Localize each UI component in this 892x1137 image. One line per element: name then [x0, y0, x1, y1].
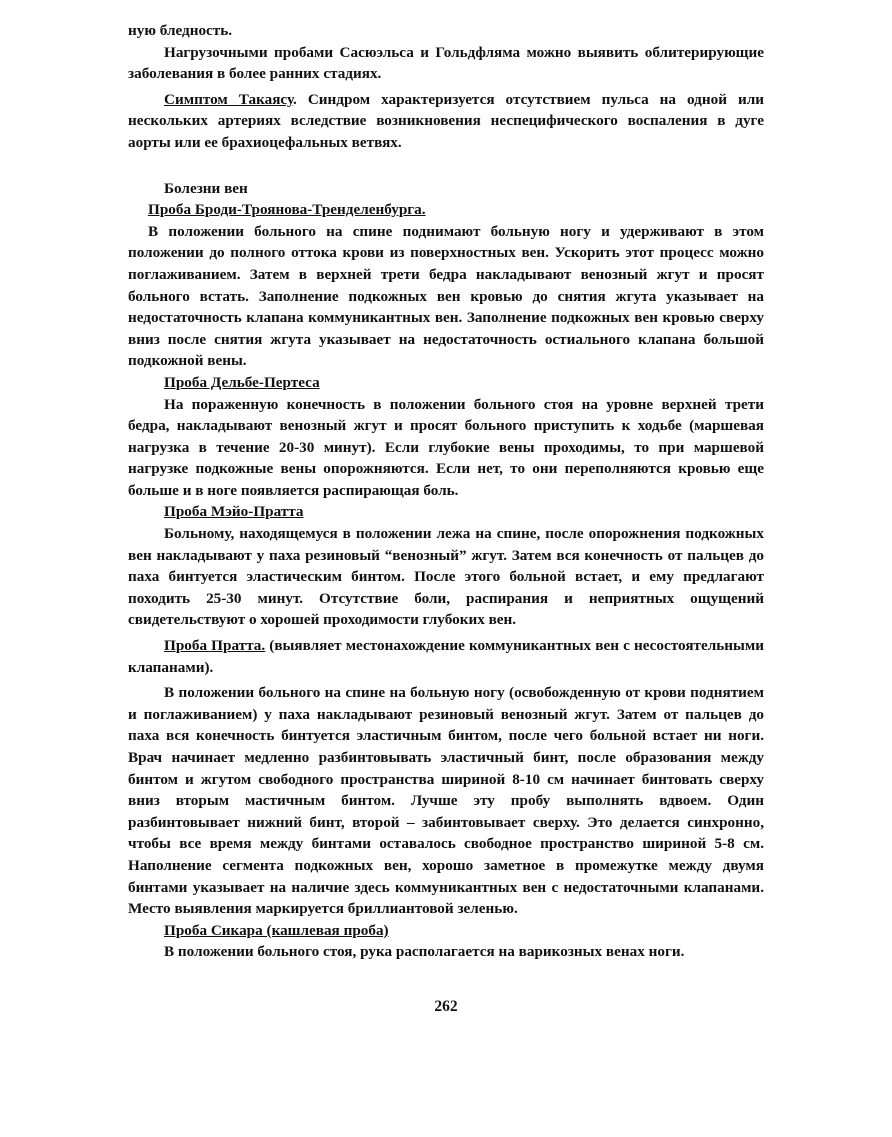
paragraph	[128, 89, 764, 154]
page-text	[128, 20, 764, 963]
paragraph: На пораженную конечность в положении больного стоя на уровне верхней трети бедра, накладывают венозный жгут и просят больного приступить к ходьбе (маршевая нагрузка в течение 20-30 минут). Если глубокие вены проходимы, то при маршевой нагрузке подкожные вены опорожняются. Если нет, то они переполняются кровью еще больше и в ноге появляется распирающая боль.	[128, 395, 764, 499]
page-number: 262	[434, 998, 458, 1015]
paragraph: В положении больного стоя, рука располагается на варикозных венах ноги.	[164, 943, 685, 961]
subheading: Проба Мэйо-Пратта	[164, 503, 304, 521]
subheading: Проба Броди-Троянова-Тренделенбурга.	[148, 201, 426, 219]
subheading: Проба Дельбе-Пертеса	[164, 373, 320, 391]
paragraph-text: . Синдром характеризуется отсутствием пульса на одной или нескольких артериях вследствие возникновения неспецифического воспаления в дуге аорты или ее брахиоцефальных ветвях.	[128, 90, 764, 151]
paragraph: Проба Пратта. (выявляет местонахождение коммуникантных вен с несостоятельными клапанами).	[128, 637, 764, 676]
paragraph: В положении больного на спине поднимают больную ногу и удерживают в этом положении до полного оттока крови из поверхностных вен. Ускорить этот процесс можно поглаживанием. Затем в верхней трети бедра накладывают венозный жгут и просят больного встать. Заполнение подкожных вен кровью до снятия жгута указывает на недостаточность клапана коммуникантных вен. Заполнение подкожных вен кровью сверху вниз после снятия жгута указывает на недостаточность остиального клапана большой подкожной вены.	[128, 222, 764, 370]
paragraph: Больному, находящемуся в положении лежа на спине, после опорожнения подкожных вен накладывают у паха резиновый “венозный” жгут. Затем вся конечность от пальцев до паха бинтуется эластическим бинтом. После этого больной встает, и ему предлагают походить 25-30 минут. Отсутствие боли, распирания и неприятных ощущений свидетельствуют о хорошей проходимости глубоких вен.	[128, 525, 764, 629]
section-heading: Болезни вен	[164, 179, 248, 197]
paragraph: Нагрузочными пробами Сасюэльса и Гольдфляма можно выявить облитерирующие заболевания в более ранних стадиях.	[128, 43, 764, 83]
subheading-takayasu: Симптом Такаясу	[164, 90, 294, 108]
subheading: Проба Сикара (кашлевая проба)	[164, 921, 389, 939]
paragraph: В положении больного на спине на больную ногу (освобожденную от крови поднятием и поглаживанием) у паха накладывают резиновый венозный жгут. Затем от пальцев до паха вся конечность бинтуется эластичным бинтом, после чего больной встает ни ноги. Врач начинает медленно разбинтовывать эластичный бинт, после образования между бинтом и жгутом свободного пространства шириной 8-10 см начинает бинтовать сверху вниз вторым мастичным бинтом. Лучше эту пробу выполнять вдвоем. Один разбинтовывает нижний бинт, второй – забинтовывает сверху. Это делается синхронно, чтобы все время между бинтами оставалось свободное пространство шириной 5-8 см. Наполнение сегмента подкожных вен, хорошо заметное в промежутке между двумя бинтами указывает на наличие здесь коммуникантных вен с недостаточными клапанами. Место выявления маркируется бриллиантовой зеленью.	[128, 684, 764, 918]
subheading-pratt: Проба Пратта.	[164, 637, 266, 655]
paragraph: ную бледность.	[128, 22, 233, 39]
